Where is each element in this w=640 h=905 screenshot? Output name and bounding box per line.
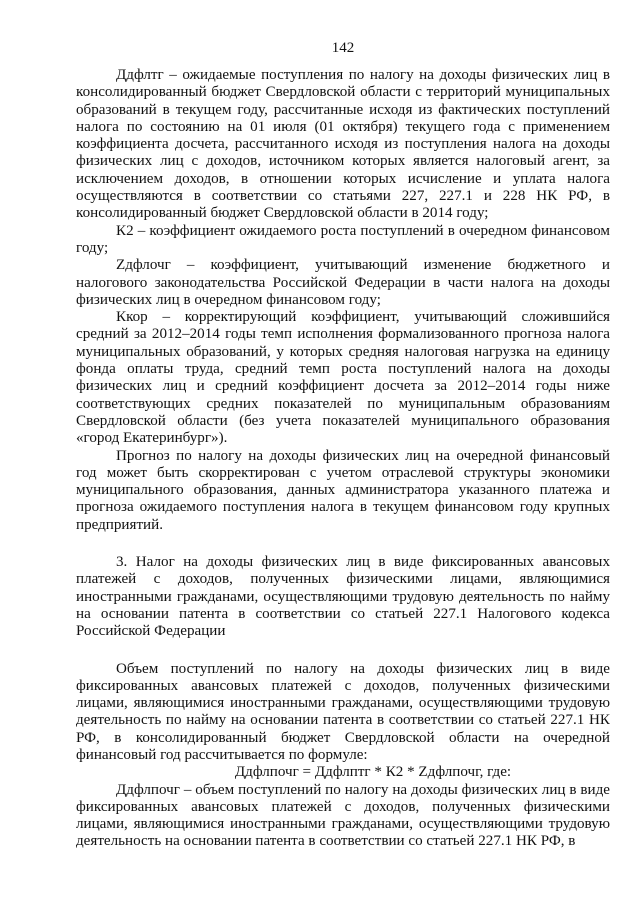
forecast-adjustment-paragraph: Прогноз по налогу на доходы физических лиц на очередной финансовый год может быть скорректирован с учетом отраслевой структуры экономики муниципального образования, данных администратора указанного платежа и прогноза ожидаемого поступления налога в текущем финансовом году крупных предприятий. xyxy=(76,447,610,533)
definition-k2: К2 – коэффициент ожидаемого роста поступлений в очередном финансовом году; xyxy=(76,222,610,256)
definition-zdflochg: Zдфлочг – коэффициент, учитывающий изменение бюджетного и налогового законодательства Российской Федерации в части налога на доходы физических лиц в очередном финансовом году; xyxy=(76,257,610,308)
page-number: 142 xyxy=(331,40,355,56)
definition-ddfltg: Ддфлтг – ожидаемые поступления по налогу на доходы физических лиц в консолидированный бюджет Свердловской области с территорий муниципальных образований в текущем году, рассчитанные исходя из фактических поступлений налога по состоянию на 01 июля (01 октября) текущего года с применением коэффициента досчета, рассчитанного исходя из поступления налога на доходы физических лиц с доходов, источником которых является налоговый агент, за исключением доходов, в отношении которых исчисление и уплата налога осуществляются в соответствии со статьями 227, 227.1 и 228 НК РФ, в консолидированный бюджет Свердловской области в 2014 году; xyxy=(76,67,610,222)
spacer xyxy=(76,641,610,661)
volume-paragraph: Объем поступлений по налогу на доходы физических лиц в виде фиксированных авансовых платежей с доходов, полученных физическими лицами, являющимися иностранными гражданами, осуществляющими трудовую деятельность по найму на основании патента в соответствии со статьей 227.1 НК РФ, в консолидированный бюджет Свердловской области на очередной финансовый год рассчитывается по формуле: xyxy=(76,660,610,763)
definition-ddflpochg: Ддфлпочг – объем поступлений по налогу на доходы физических лиц в виде фиксированных авансовых платежей с доходов, полученных физическими лицами, являющимися иностранными гражданами, осуществляющими трудовую деятельность на основании патента в соответствии со статьей 227.1 НК РФ, в xyxy=(76,781,610,850)
formula: Ддфлпочг = Ддфлптг * К2 * Zдфлпочг, где: xyxy=(234,764,512,781)
spacer xyxy=(76,534,610,554)
section-heading: 3. Налог на доходы физических лиц в виде фиксированных авансовых платежей с доходов, полученных физическими лицами, являющимися иностранными гражданами, осуществляющими трудовую деятельность по найму на основании патента в соответствии со статьей 227.1 Налогового кодекса Российской Федерации xyxy=(76,554,610,640)
definition-kkor: Ккор – корректирующий коэффициент, учитывающий сложившийся средний за 2012–2014 годы темп исполнения формализованного прогноза налога муниципальных образований, у которых средняя налоговая нагрузка на единицу фонда оплаты труда, средний темп роста поступлений налога на доходы физических лиц и средний коэффициент досчета за 2012–2014 годы ниже соответствующих средних показателей по муниципальным образованиям Свердловской области (без учета показателей муниципального образования «город Екатеринбург»). xyxy=(76,309,610,447)
